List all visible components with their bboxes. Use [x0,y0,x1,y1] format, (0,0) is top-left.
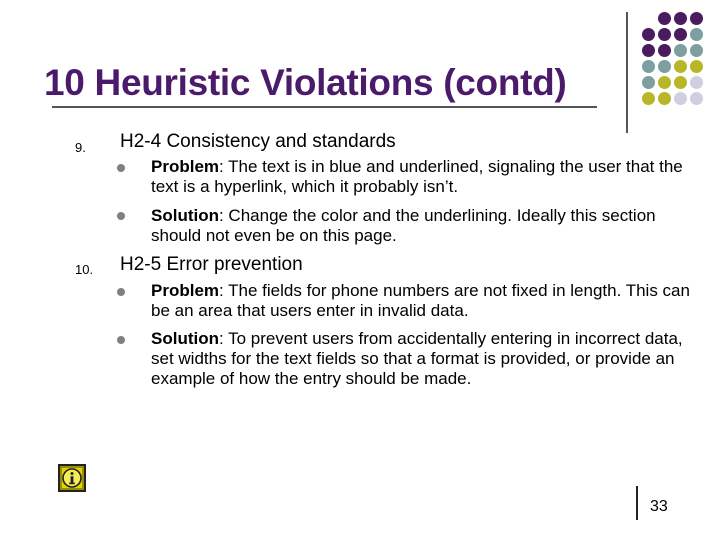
bullet-dot [117,212,125,220]
decorative-dot [674,76,687,89]
item-number-10: 10. [75,262,94,277]
item-heading-9: H2-4 Consistency and standards [120,131,396,152]
bullet-dot [117,164,125,172]
decorative-dot [690,44,703,57]
decorative-dot [690,76,703,89]
title-underline [52,106,597,108]
decorative-dot [658,92,671,105]
info-icon [61,467,83,489]
decorative-dot [674,44,687,57]
decorative-dot [642,28,655,41]
decorative-dot [690,60,703,73]
decorative-dot [674,92,687,105]
bullet-label: Problem [151,281,220,300]
decorative-dot [690,28,703,41]
item-heading-10: H2-5 Error prevention [120,254,303,275]
bullet-text-solution-10 [151,329,691,389]
item-number-9: 9. [75,140,86,155]
bullet-body: : To prevent users from accidentally entering in incorrect data, set widths for the text fields so that a format is provided, or provide an example of how the entry should be made. [151,329,683,388]
decorative-dot [674,60,687,73]
page-number: 33 [650,498,668,515]
bullet-label: Solution [151,329,219,348]
decorative-dot [674,12,687,25]
decorative-dot-grid [642,12,714,108]
page-number-divider [636,486,638,520]
decorative-dot [658,76,671,89]
bullet-text-problem-10 [151,281,691,321]
decorative-dot [690,92,703,105]
vertical-divider [626,12,628,133]
decorative-dot [658,60,671,73]
decorative-dot [642,44,655,57]
decorative-dot [658,44,671,57]
bullet-body: : The text is in blue and underlined, signaling the user that the text is a hyperlink, which it probably isn’t. [151,157,683,196]
decorative-dot [658,12,671,25]
bullet-text-problem-9 [151,157,691,197]
bullet-body: : The fields for phone numbers are not fixed in length. This can be an area that users enter in invalid data. [151,281,690,320]
bullet-label: Solution [151,206,219,225]
bullet-label: Problem [151,157,220,176]
bullet-text-solution-9 [151,206,691,246]
decorative-dot [642,76,655,89]
slide-title: 10 Heuristic Violations (contd) [44,62,567,103]
bullet-body: : Change the color and the underlining. Ideally this section should not even be on this page. [151,206,656,245]
decorative-dot [642,92,655,105]
decorative-dot [674,28,687,41]
bullet-dot [117,288,125,296]
decorative-dot [658,28,671,41]
bullet-dot [117,336,125,344]
decorative-dot [690,12,703,25]
decorative-dot [642,60,655,73]
info-button[interactable] [58,464,86,492]
